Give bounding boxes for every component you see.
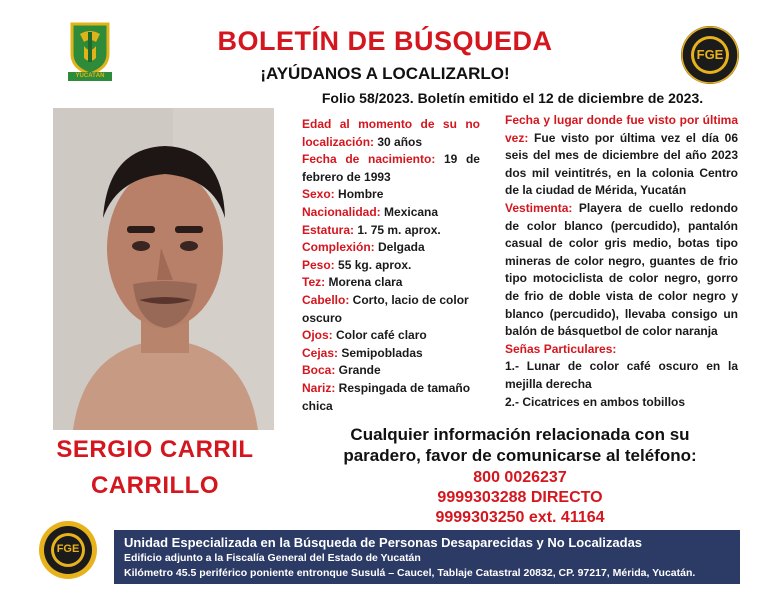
detail-nose: Nariz: Respingada de tamaño chica <box>302 380 471 413</box>
mark-item: 2.- Cicatrices en ambos tobillos <box>505 394 686 409</box>
name-line-1: SERGIO CARRIL <box>56 436 254 463</box>
contact-line-1: Cualquier información relacionada con su <box>350 425 690 444</box>
phone-number[interactable]: 9999303250 ext. 41164 <box>435 509 605 526</box>
detail-weight: Peso: 55 kg. aprox. <box>302 257 412 272</box>
fge-seal-logo <box>680 25 740 85</box>
phone-list <box>400 468 640 528</box>
detail-eyebrows: Cejas: Semipobladas <box>302 345 423 360</box>
bulletin-subtitle: ¡AYÚDANOS A LOCALIZARLO! <box>260 64 510 83</box>
contact-message <box>330 424 710 466</box>
phone-number[interactable]: 9999303288 DIRECTO <box>437 489 603 506</box>
detail-age: Edad al momento de su no localización: 30 años <box>302 117 480 149</box>
detail-birthdate: Fecha de nacimiento: 19 de febrero de 1993 <box>302 152 480 184</box>
fge-seal-label: FGE <box>696 47 724 62</box>
footer-bar <box>114 530 740 584</box>
contact-line-2: paradero, favor de comunicarse al teléfono: <box>343 446 697 465</box>
detail-build: Complexión: Delgada <box>302 240 425 255</box>
yucatan-coat-of-arms-logo <box>66 20 114 82</box>
phone-number[interactable]: 800 0026237 <box>473 469 567 486</box>
last-seen-info: Fecha y lugar donde fue visto por última vez: Fue visto por última vez el día 06 seis del mes de diciembre del año 2023 dos mil veintitrés, en la colonia Centro de la ciudad de Mérida, Yucatán <box>505 113 738 198</box>
footer-seal-label: FGE <box>56 543 80 555</box>
folio-line: Folio 58/2023. Boletín emitido el 12 de diciembre de 2023. <box>321 90 704 106</box>
detail-height: Estatura: 1. 75 m. aprox. <box>302 222 441 237</box>
detail-complexion: Tez: Morena clara <box>302 275 403 290</box>
footer-building: Edificio adjunto a la Fiscalía General del Estado de Yucatán <box>124 552 421 564</box>
missing-person-name <box>30 432 280 504</box>
detail-nationality: Nacionalidad: Mexicana <box>302 204 439 219</box>
detail-eyes: Ojos: Color café claro <box>302 328 427 343</box>
yucatan-logo-label: YUCATÁN <box>75 73 105 79</box>
physical-details <box>302 116 480 415</box>
fge-footer-seal-logo <box>38 520 98 580</box>
bulletin-title: BOLETÍN DE BÚSQUEDA <box>217 26 553 56</box>
detail-mouth: Boca: Grande <box>302 363 381 378</box>
footer-address: Kilómetro 45.5 periférico poniente entronque Susulá – Caucel, Tablaje Catastral 20832, CP. 97217, Mérida, Yucatán. <box>124 567 696 579</box>
missing-person-photo <box>53 108 274 430</box>
mark-item: 1.- Lunar de color café oscuro en la mejilla derecha <box>505 359 738 391</box>
detail-hair: Cabello: Corto, lacio de color oscuro <box>302 292 469 325</box>
clothing-info: Vestimenta: Playera de cuello redondo de color blanco (percudido), pantalón casual de color gris medio, botas tipo mineras de color negro, guantes de frio tipo motociclista de color negro, gorro de frio de doble vista de color negro y blanco (percudido), llevaba consigo un balón de básquetbol de color naranja <box>505 200 738 339</box>
marks-label: Señas Particulares: <box>505 341 617 356</box>
name-line-2: CARRILLO <box>91 472 219 499</box>
last-seen-details <box>505 112 738 411</box>
footer-unit-name: Unidad Especializada en la Búsqueda de Personas Desaparecidas y No Localizadas <box>124 535 643 550</box>
detail-sex: Sexo: Hombre <box>302 187 384 202</box>
